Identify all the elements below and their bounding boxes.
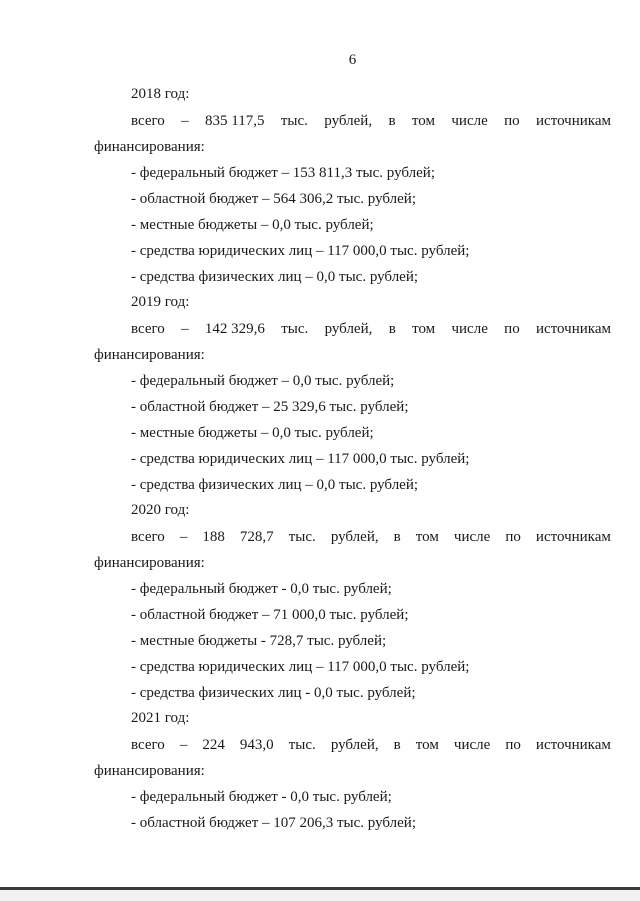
total-line: [131, 736, 611, 754]
total-word: числе: [451, 321, 488, 337]
total-word: тыс.: [288, 737, 316, 753]
total-line: [131, 528, 611, 546]
total-word: рублей,: [324, 113, 373, 129]
funding-item: - средства физических лиц – 0,0 тыс. рублей;: [131, 477, 419, 493]
total-word: тыс.: [280, 113, 308, 129]
total-amount: 943,0: [239, 737, 274, 753]
total-amount: 224: [202, 737, 225, 753]
total-word: –: [179, 529, 188, 545]
total-word: всего: [131, 529, 165, 545]
funding-item: - местные бюджеты - 728,7 тыс. рублей;: [131, 633, 387, 649]
funding-item: - местные бюджеты – 0,0 тыс. рублей;: [131, 217, 374, 233]
total-word: –: [181, 321, 189, 337]
total-word: –: [181, 113, 189, 129]
total-word: числе: [453, 737, 491, 753]
funding-item: - средства юридических лиц – 117 000,0 тыс. рублей;: [131, 659, 470, 675]
total-word: источникам: [536, 113, 611, 129]
total-word: том: [415, 529, 439, 545]
funding-item: - федеральный бюджет – 153 811,3 тыс. рублей;: [131, 165, 435, 181]
total-word: по: [504, 113, 520, 129]
page-number: 6: [348, 52, 357, 68]
scan-edge-shadow: [0, 890, 640, 901]
total-word: по: [505, 529, 521, 545]
year-heading: 2020 год:: [131, 502, 190, 518]
total-word: всего: [131, 113, 165, 129]
total-word: в: [388, 113, 396, 129]
total-amount: 835 117,5: [205, 113, 265, 129]
total-amount: 728,7: [239, 529, 274, 545]
funding-item: - средства физических лиц – 0,0 тыс. рублей;: [131, 269, 419, 285]
funding-item: - местные бюджеты – 0,0 тыс. рублей;: [131, 425, 374, 441]
continuation-text: финансирования:: [94, 347, 205, 363]
total-word: тыс.: [288, 529, 316, 545]
total-word: рублей,: [330, 737, 379, 753]
total-word: по: [505, 737, 521, 753]
continuation-text: финансирования:: [94, 555, 205, 571]
continuation-text: финансирования:: [94, 139, 205, 155]
total-line: [131, 320, 611, 338]
total-word: всего: [131, 737, 165, 753]
total-word: –: [179, 737, 188, 753]
total-word: в: [393, 529, 401, 545]
funding-item: - областной бюджет – 107 206,3 тыс. рублей;: [131, 815, 416, 831]
total-word: числе: [453, 529, 491, 545]
funding-item: - федеральный бюджет – 0,0 тыс. рублей;: [131, 373, 395, 389]
total-word: рублей,: [330, 529, 379, 545]
total-amount: 188: [202, 529, 225, 545]
year-heading: 2018 год:: [131, 86, 190, 102]
total-word: тыс.: [281, 321, 309, 337]
total-word: том: [412, 321, 436, 337]
total-amount: 142 329,6: [204, 321, 265, 337]
total-word: по: [504, 321, 520, 337]
funding-item: - средства юридических лиц – 117 000,0 тыс. рублей;: [131, 243, 470, 259]
funding-item: - областной бюджет – 71 000,0 тыс. рублей;: [131, 607, 409, 623]
total-word: всего: [131, 321, 165, 337]
year-heading: 2019 год:: [131, 294, 190, 310]
continuation-text: финансирования:: [94, 763, 205, 779]
funding-item: - областной бюджет – 564 306,2 тыс. рублей;: [131, 191, 416, 207]
total-word: в: [393, 737, 401, 753]
funding-item: - областной бюджет – 25 329,6 тыс. рублей;: [131, 399, 409, 415]
total-word: источникам: [536, 321, 611, 337]
total-line: [131, 112, 611, 130]
total-word: рублей,: [324, 321, 373, 337]
year-heading: 2021 год:: [131, 710, 190, 726]
funding-item: - федеральный бюджет - 0,0 тыс. рублей;: [131, 581, 392, 597]
total-word: числе: [451, 113, 488, 129]
total-word: том: [411, 113, 435, 129]
total-word: том: [415, 737, 439, 753]
total-word: в: [388, 321, 396, 337]
total-word: источникам: [535, 529, 611, 545]
total-word: источникам: [535, 737, 611, 753]
funding-item: - средства физических лиц - 0,0 тыс. рублей;: [131, 685, 416, 701]
funding-item: - федеральный бюджет - 0,0 тыс. рублей;: [131, 789, 392, 805]
funding-item: - средства юридических лиц – 117 000,0 тыс. рублей;: [131, 451, 470, 467]
